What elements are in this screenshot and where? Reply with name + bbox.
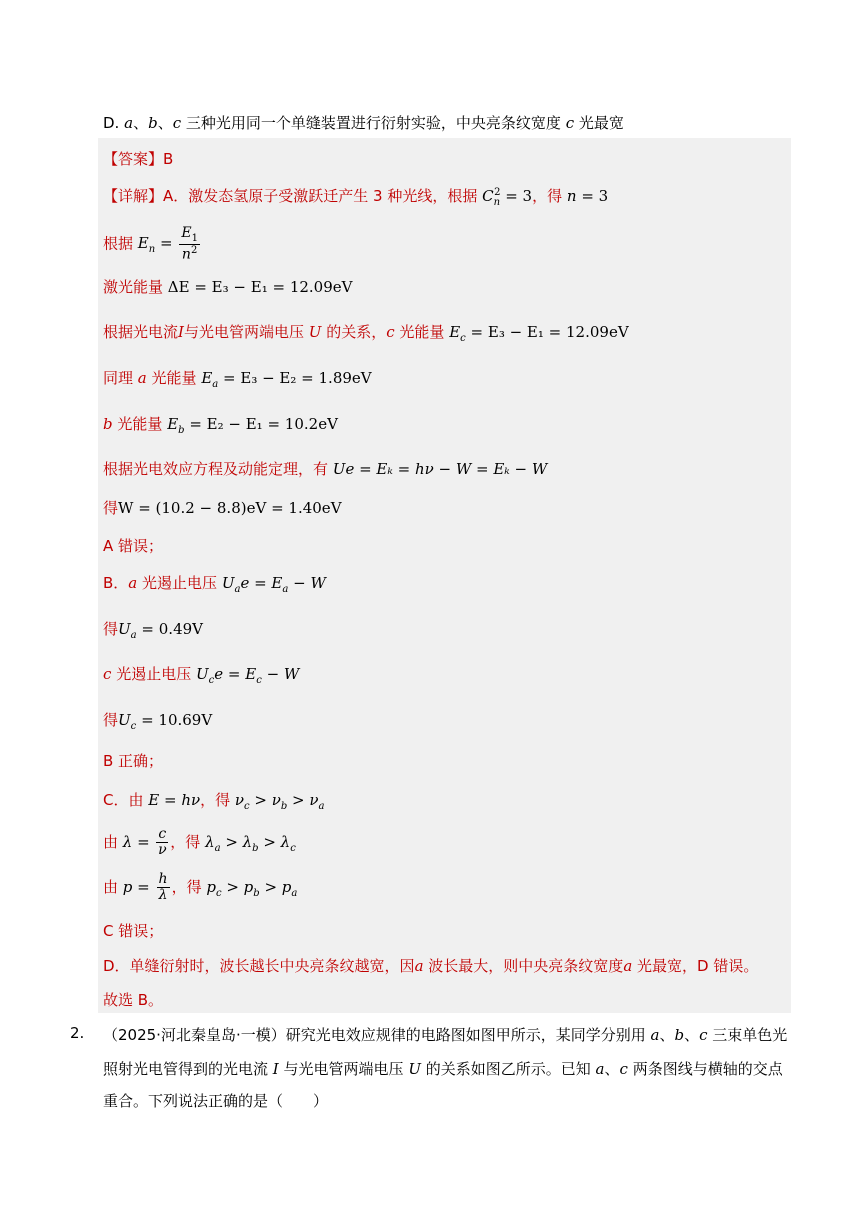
detail-line-7: 根据光电效应方程及动能定理，有 Ue = Eₖ = hν − W = Eₖ − W bbox=[103, 460, 548, 478]
detail-line-17: 由 p = $\frac{h}{\lambda}$ ，得 $p_c > p_b > p_a$ bbox=[103, 871, 298, 904]
detail-line-1: 【详解】A．激发态氢原子受激跃迁产生 3 种光线，根据 $C_n^2 = 3$，得 n = 3 bbox=[103, 187, 609, 208]
detail-line-8: 得W = (10.2 − 8.8)eV = 1.40eV bbox=[103, 499, 342, 517]
detail-line-15: C．由 E = hν，得 $\nu_c > \nu_b > \nu_a$ bbox=[103, 791, 325, 812]
detail-line-9: A 错误； bbox=[103, 537, 164, 555]
question-2-line-3: 重合。下列说法正确的是（ ） bbox=[103, 1092, 329, 1110]
detail-line-12: c 光遏止电压 $U_ce = E_c - W$ bbox=[103, 665, 300, 686]
detail-line-5: 同理 a 光能量 $E_a = E_3 - E_2 = 1.89eV$ bbox=[103, 369, 372, 390]
detail-line-16: 由 λ = $\frac{c}{\nu}$ ，得 $\lambda_a > \lambda_b > \lambda_c$ bbox=[103, 826, 296, 859]
detail-line-20: 故选 B。 bbox=[103, 991, 164, 1009]
detail-line-11: 得$U_a = 0.49V$ bbox=[103, 620, 203, 641]
question-2-number: 2. bbox=[70, 1024, 85, 1042]
option-d-line: D. a、b、c 三种光用同一个单缝装置进行衍射实验，中央亮条纹宽度 c 光最宽 bbox=[103, 114, 624, 132]
detail-line-6: b 光能量 $E_b = E_2 - E_1 = 10.2eV$ bbox=[103, 415, 338, 436]
detail-line-14: B 正确； bbox=[103, 752, 164, 770]
detail-line-19: D．单缝衍射时，波长越长中央亮条纹越宽，因a 波长最大，则中央亮条纹宽度a 光最宽，D 错误。 bbox=[103, 957, 759, 975]
answer-line: 【答案】B bbox=[103, 150, 174, 168]
detail-line-13: 得$U_c = 10.69V$ bbox=[103, 711, 213, 732]
question-2-line-2: 照射光电管得到的光电流 I 与光电管两端电压 U 的关系如图乙所示。已知 a、c 两条图线与横轴的交点 bbox=[103, 1060, 783, 1078]
question-2-line-1: （2025·河北秦皇岛·一模）研究光电效应规律的电路图如图甲所示，某同学分别用 a、b、c 三束单色光 bbox=[103, 1026, 788, 1044]
detail-line-3: 激光能量 ΔE = E₃ − E₁ = 12.09eV bbox=[103, 278, 353, 296]
detail-line-2: 根据 $E_n$ = $\frac{E_1}{n^2}$ bbox=[103, 225, 198, 263]
detail-line-10: B．a 光遏止电压 $U_ae = E_a - W$ bbox=[103, 574, 326, 595]
detail-line-4: 根据光电流I与光电管两端电压 U 的关系，c 光能量 $E_c = E_3 - E_1 = 12.09eV$ bbox=[103, 323, 629, 344]
detail-line-18: C 错误； bbox=[103, 922, 164, 940]
